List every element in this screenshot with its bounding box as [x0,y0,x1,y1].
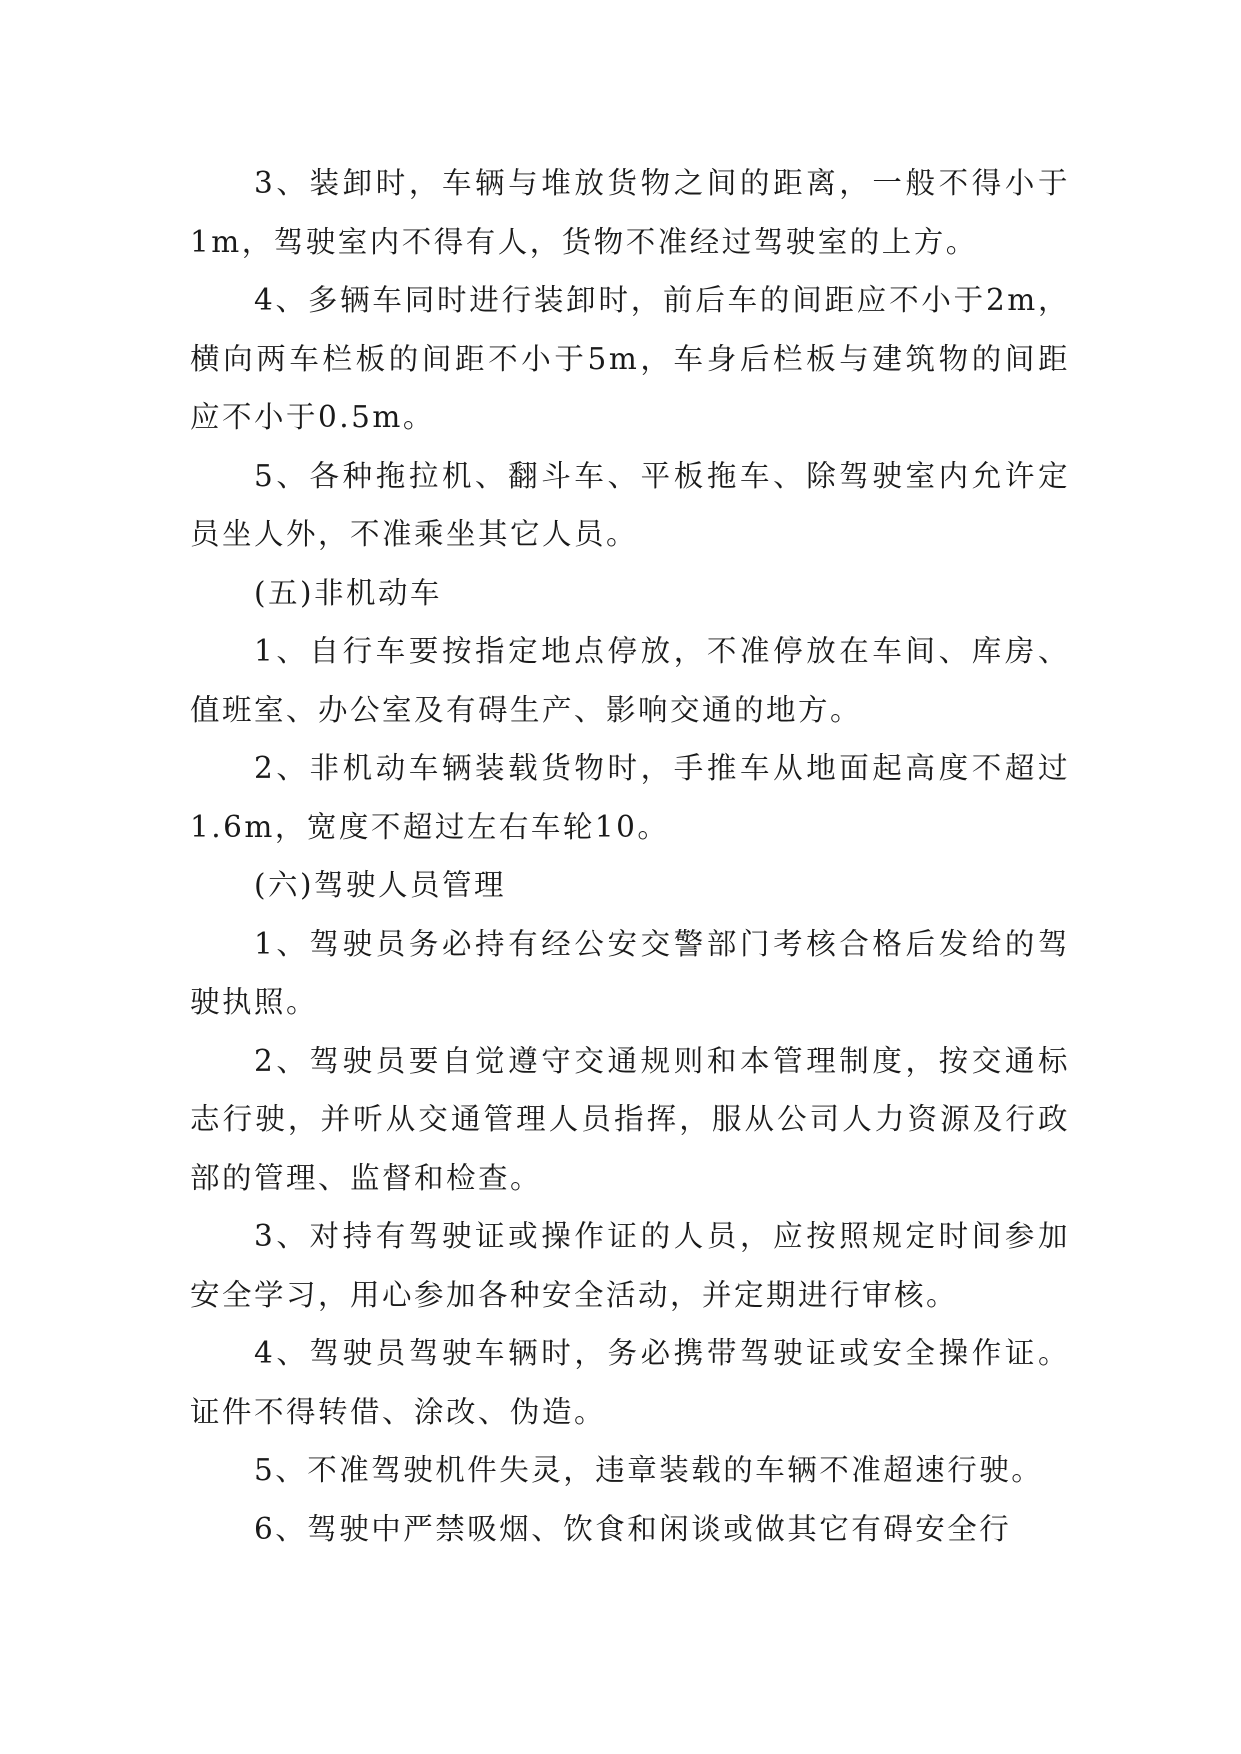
paragraph-4-multiple-vehicles: 4、多辆车同时进行装卸时，前后车的间距应不小于2m，横向两车栏板的间距不小于5m，车身后栏板与建筑物的间距应不小于0.5m。 [190,283,1070,434]
paragraph-5-tractors: 5、各种拖拉机、翻斗车、平板拖车、除驾驶室内允许定员坐人外，不准乘坐其它人员。 [190,458,1070,551]
paragraph-2-handcart-load: 2、非机动车辆装载货物时，手推车从地面起高度不超过1.6m，宽度不超过左右车轮10。 [190,751,1070,844]
paragraph-3-safety-training: 3、对持有驾驶证或操作证的人员，应按照规定时间参加安全学习，用心参加各种安全活动，并定期进行审核。 [190,1219,1070,1312]
paragraph-1-bicycle-parking: 1、自行车要按指定地点停放，不准停放在车间、库房、值班室、办公室及有碍生产、影响交通的地方。 [190,634,1070,727]
paragraph-6-no-smoking: 6、驾驶中严禁吸烟、饮食和闲谈或做其它有碍安全行 [254,1511,1012,1546]
section-heading-non-motor-vehicles: (五)非机动车 [254,575,443,610]
paragraph-4-carry-license: 4、驾驶员驾驶车辆时，务必携带驾驶证或安全操作证。证件不得转借、涂改、伪造。 [190,1336,1070,1429]
paragraph-5-no-faulty-vehicles: 5、不准驾驶机件失灵，违章装载的车辆不准超速行驶。 [254,1453,1044,1487]
paragraph-2-traffic-rules: 2、驾驶员要自觉遵守交通规则和本管理制度，按交通标志行驶，并听从交通管理人员指挥，服从公司人力资源及行政部的管理、监督和检查。 [190,1043,1070,1195]
paragraph-1-driver-license: 1、驾驶员务必持有经公安交警部门考核合格后发给的驾驶执照。 [190,926,1070,1019]
document-body [190,154,1070,1558]
section-heading-driver-management: (六)驾驶人员管理 [254,868,507,902]
paragraph-3-loading-distance: 3、装卸时，车辆与堆放货物之间的距离，一般不得小于1m，驾驶室内不得有人，货物不准经过驾驶室的上方。 [190,166,1070,259]
